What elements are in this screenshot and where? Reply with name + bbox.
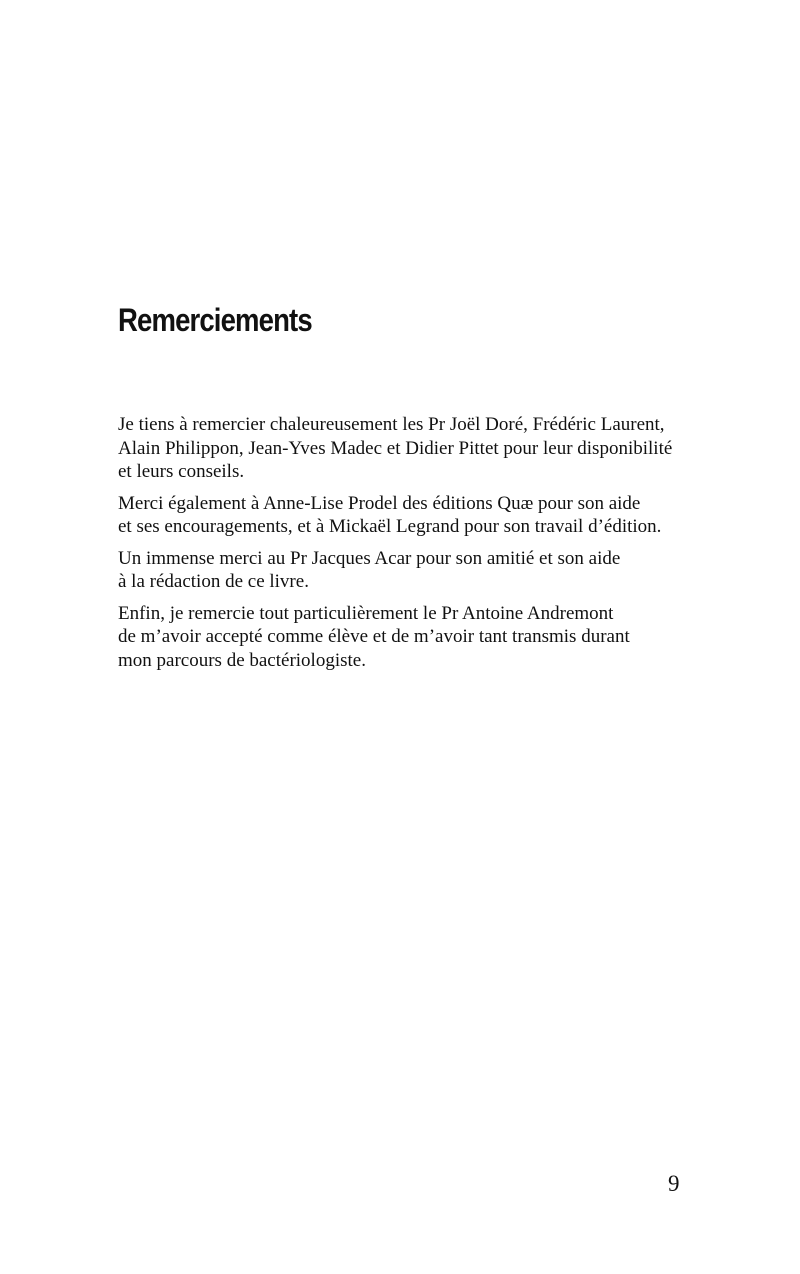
text-line: et leurs conseils. (118, 461, 245, 482)
paragraph-2 (118, 492, 718, 539)
text-line: mon parcours de bactériologiste. (118, 649, 366, 671)
text-line: et ses encouragements, et à Mickaël Legrand pour son travail d’édition. (118, 516, 662, 537)
text-line: à la rédaction de ce livre. (118, 571, 309, 592)
text-line: Merci également à Anne-Lise Prodel des éditions Quæ pour son aide (118, 492, 641, 514)
text-line: de m’avoir accepté comme élève et de m’avoir tant transmis durant (118, 626, 630, 647)
text-line: Un immense merci au Pr Jacques Acar pour son amitié et son aide (118, 547, 621, 569)
page-number: 9 (668, 1171, 680, 1196)
text-line: Je tiens à remercier chaleureusement les Pr Joël Doré, Frédéric Laurent, (118, 414, 665, 435)
acknowledgements-body (118, 413, 718, 680)
paragraph-3 (118, 547, 718, 594)
paragraph-1 (118, 413, 718, 484)
page-title: Remerciements (118, 302, 312, 338)
text-line: Enfin, je remercie tout particulièrement le Pr Antoine Andremont (118, 602, 614, 624)
text-line: Alain Philippon, Jean-Yves Madec et Didier Pittet pour leur disponibilité (118, 437, 673, 459)
paragraph-4 (118, 602, 718, 673)
